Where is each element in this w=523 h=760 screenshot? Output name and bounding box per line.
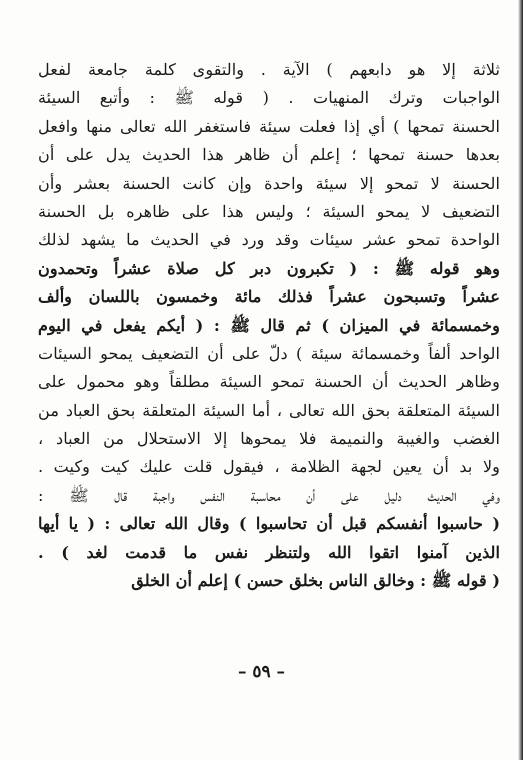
page-number: – ٥٩ – — [237, 662, 286, 682]
text-line: عشراً وتسبحون عشراً فذلك مائة وخمسون باللسان وألف — [38, 287, 500, 307]
text-line: الواحدة تمحو عشر سيئات وقد ورد في الحديث ما يشهد لذلك — [38, 230, 500, 250]
text-line: بعدها حسنة تمحها ؛ إعلم أن ظاهر هذا الحديث يدل على أن — [38, 145, 500, 165]
text-line: ( حاسبوا أنفسكم قبل أن تحاسبوا ) وقال الله تعالى : ( يا أيها — [38, 514, 500, 534]
text-line: وفي الحديث دليل على أن محاسبة النفس واجبة قال ﷺ : — [38, 485, 500, 505]
text-line: وخمسمائة في الميزان ) ثم قال ﷺ : ( أيكم يفعل في اليوم — [38, 315, 500, 335]
text-line: السيئة المتعلقة بحق الله تعالى ، أما السيئة المتعلقة بحق العباد من — [38, 400, 500, 420]
text-line: ( قوله ﷺ : وخالق الناس بخلق حسن ) إعلم أن الخلق — [131, 571, 500, 591]
text-line: الغضب والغيبة والنميمة فلا يمحوها إلا الاستحلال من العباد ، — [38, 429, 500, 449]
text-line: الواحد ألفاً وخمسمائة سيئة ) دلّ على أن التضعيف يمحو السيئات — [38, 343, 500, 363]
text-line: التضعيف لا يمحو السيئة ؛ وليس هذا على ظاهره بل الحسنة — [38, 201, 500, 221]
body-text — [38, 56, 500, 595]
text-line: الحسنة تمحها ) أي إذا فعلت سيئة فاستغفر الله تعالى منها وافعل — [38, 116, 500, 136]
text-line: وهو قوله ﷺ : ( تكبرون دبر كل صلاة عشراً وتحمدون — [38, 258, 500, 278]
text-line: ولا بد أن يعين لجهة الظلامة ، فيقول قلت عليك كيت وكيت . — [38, 457, 500, 477]
text-line: الذين آمنوا اتقوا الله ولتنظر نفس ما قدمت لغد ) . — [38, 542, 500, 562]
text-line: ثلاثة إلا هو دابعهم ) الآية . والتقوى كلمة جامعة لفعل — [38, 60, 500, 79]
text-line: الواجبات وترك المنهيات . ( قوله ﷺ : وأتبع السيئة — [38, 88, 500, 108]
text-line: وظاهر الحديث أن الحسنة تمحو السيئة مطلقاً وهو محمول على — [38, 372, 500, 392]
text-line: الحسنة لا تمحو إلا سيئة واحدة وإن كانت الحسنة بعشر وأن — [38, 173, 500, 193]
page-edge-shadow — [518, 0, 523, 760]
